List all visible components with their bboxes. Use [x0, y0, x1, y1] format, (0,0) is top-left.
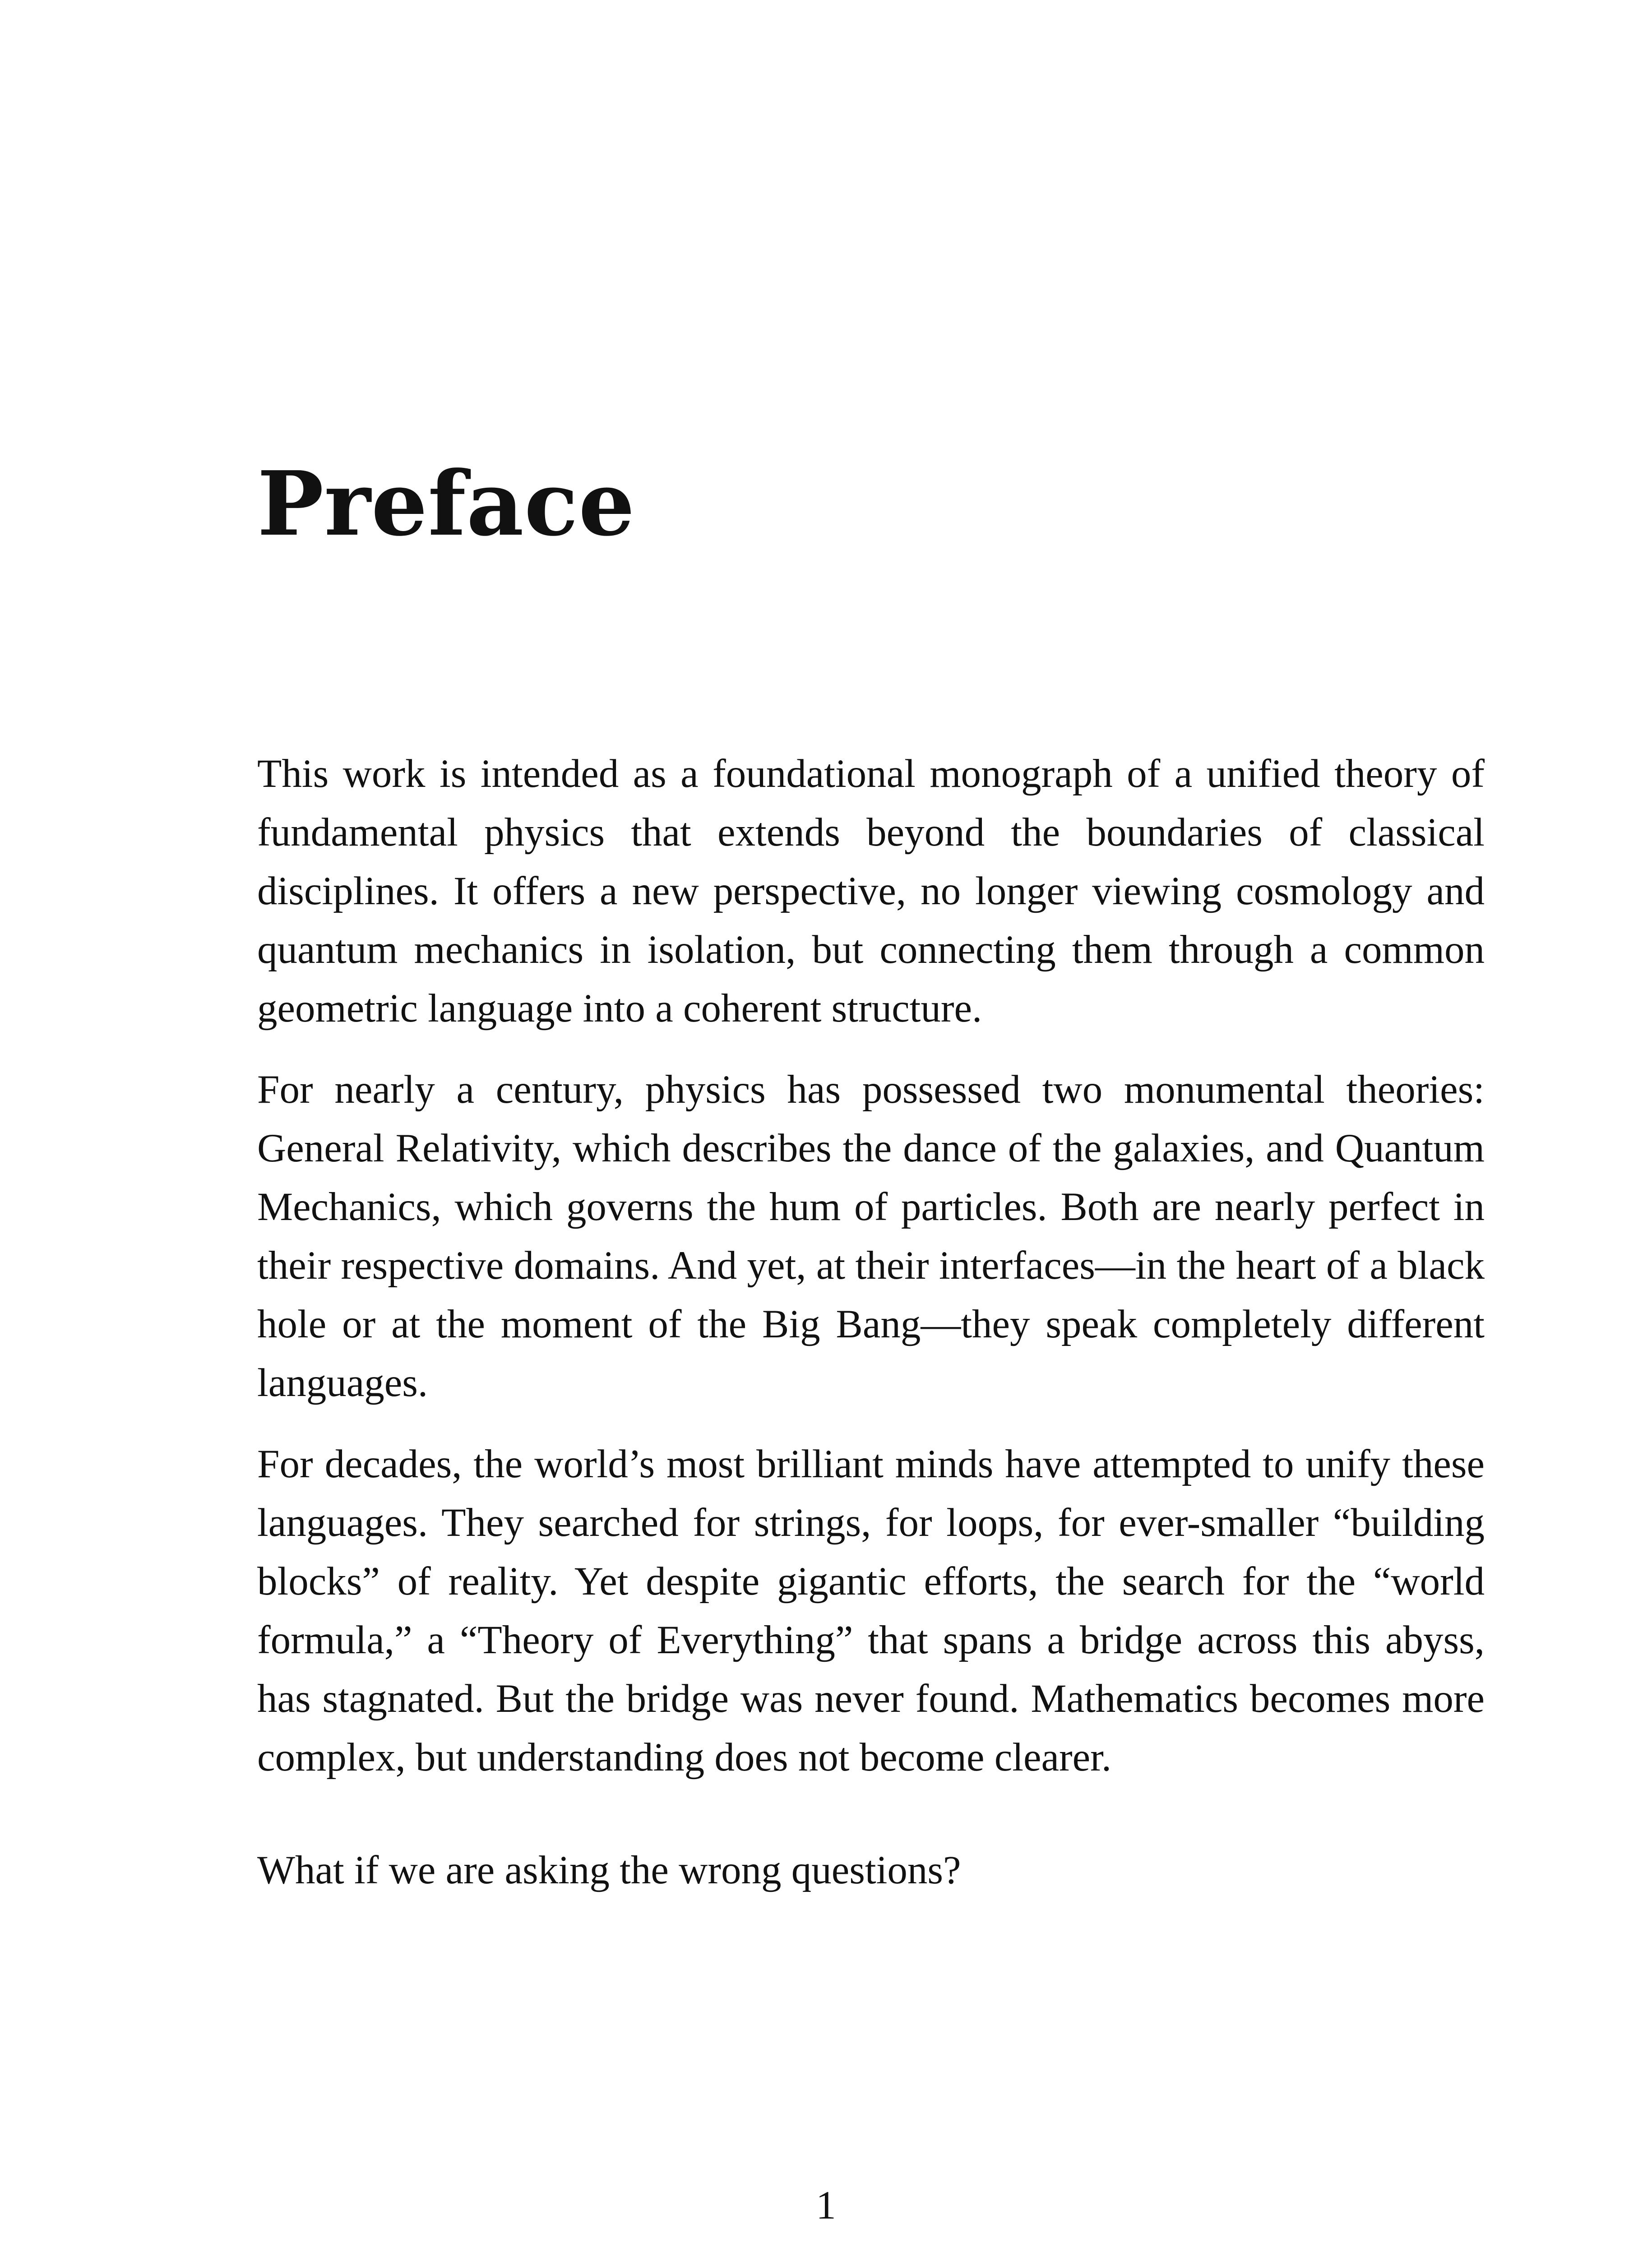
chapter-title: Preface [257, 452, 635, 556]
paragraph-intro: This work is intended as a foundational monograph of a unified theory of fundamental physics that extends beyond the boundaries of classical disciplines. It offers a new perspective, no longer viewing cosmology and quantum mechanics in isolation, but connecting them through a common geometric language into a coherent structure. [257, 752, 1485, 1031]
paragraph-two-theories: For nearly a century, physics has possessed two monumental theories: General Relativity, which describes the dance of the galaxies, and Quantum Mechanics, which governs the hum of particles. Both are nearly perfect in their respective domains. And yet, at their interfaces—in the heart of a black hole or at the moment of the Big Bang—they speak completely different languages. [257, 1068, 1485, 1405]
page-number: 1 [816, 2183, 836, 2228]
closing-question: What if we are asking the wrong questions? [257, 1848, 961, 1892]
body-text [257, 744, 1485, 1922]
paragraph-unification-search: For decades, the world’s most brilliant minds have attempted to unify these languages. They searched for strings, for loops, for ever-smaller “building blocks” of reality. Yet despite gigantic efforts, the search for the “world formula,” a “Theory of Everything” that spans a bridge across this abyss, has stagnated. But the bridge was never found. Mathematics becomes more complex, but understanding does not become clearer. [257, 1442, 1485, 1780]
